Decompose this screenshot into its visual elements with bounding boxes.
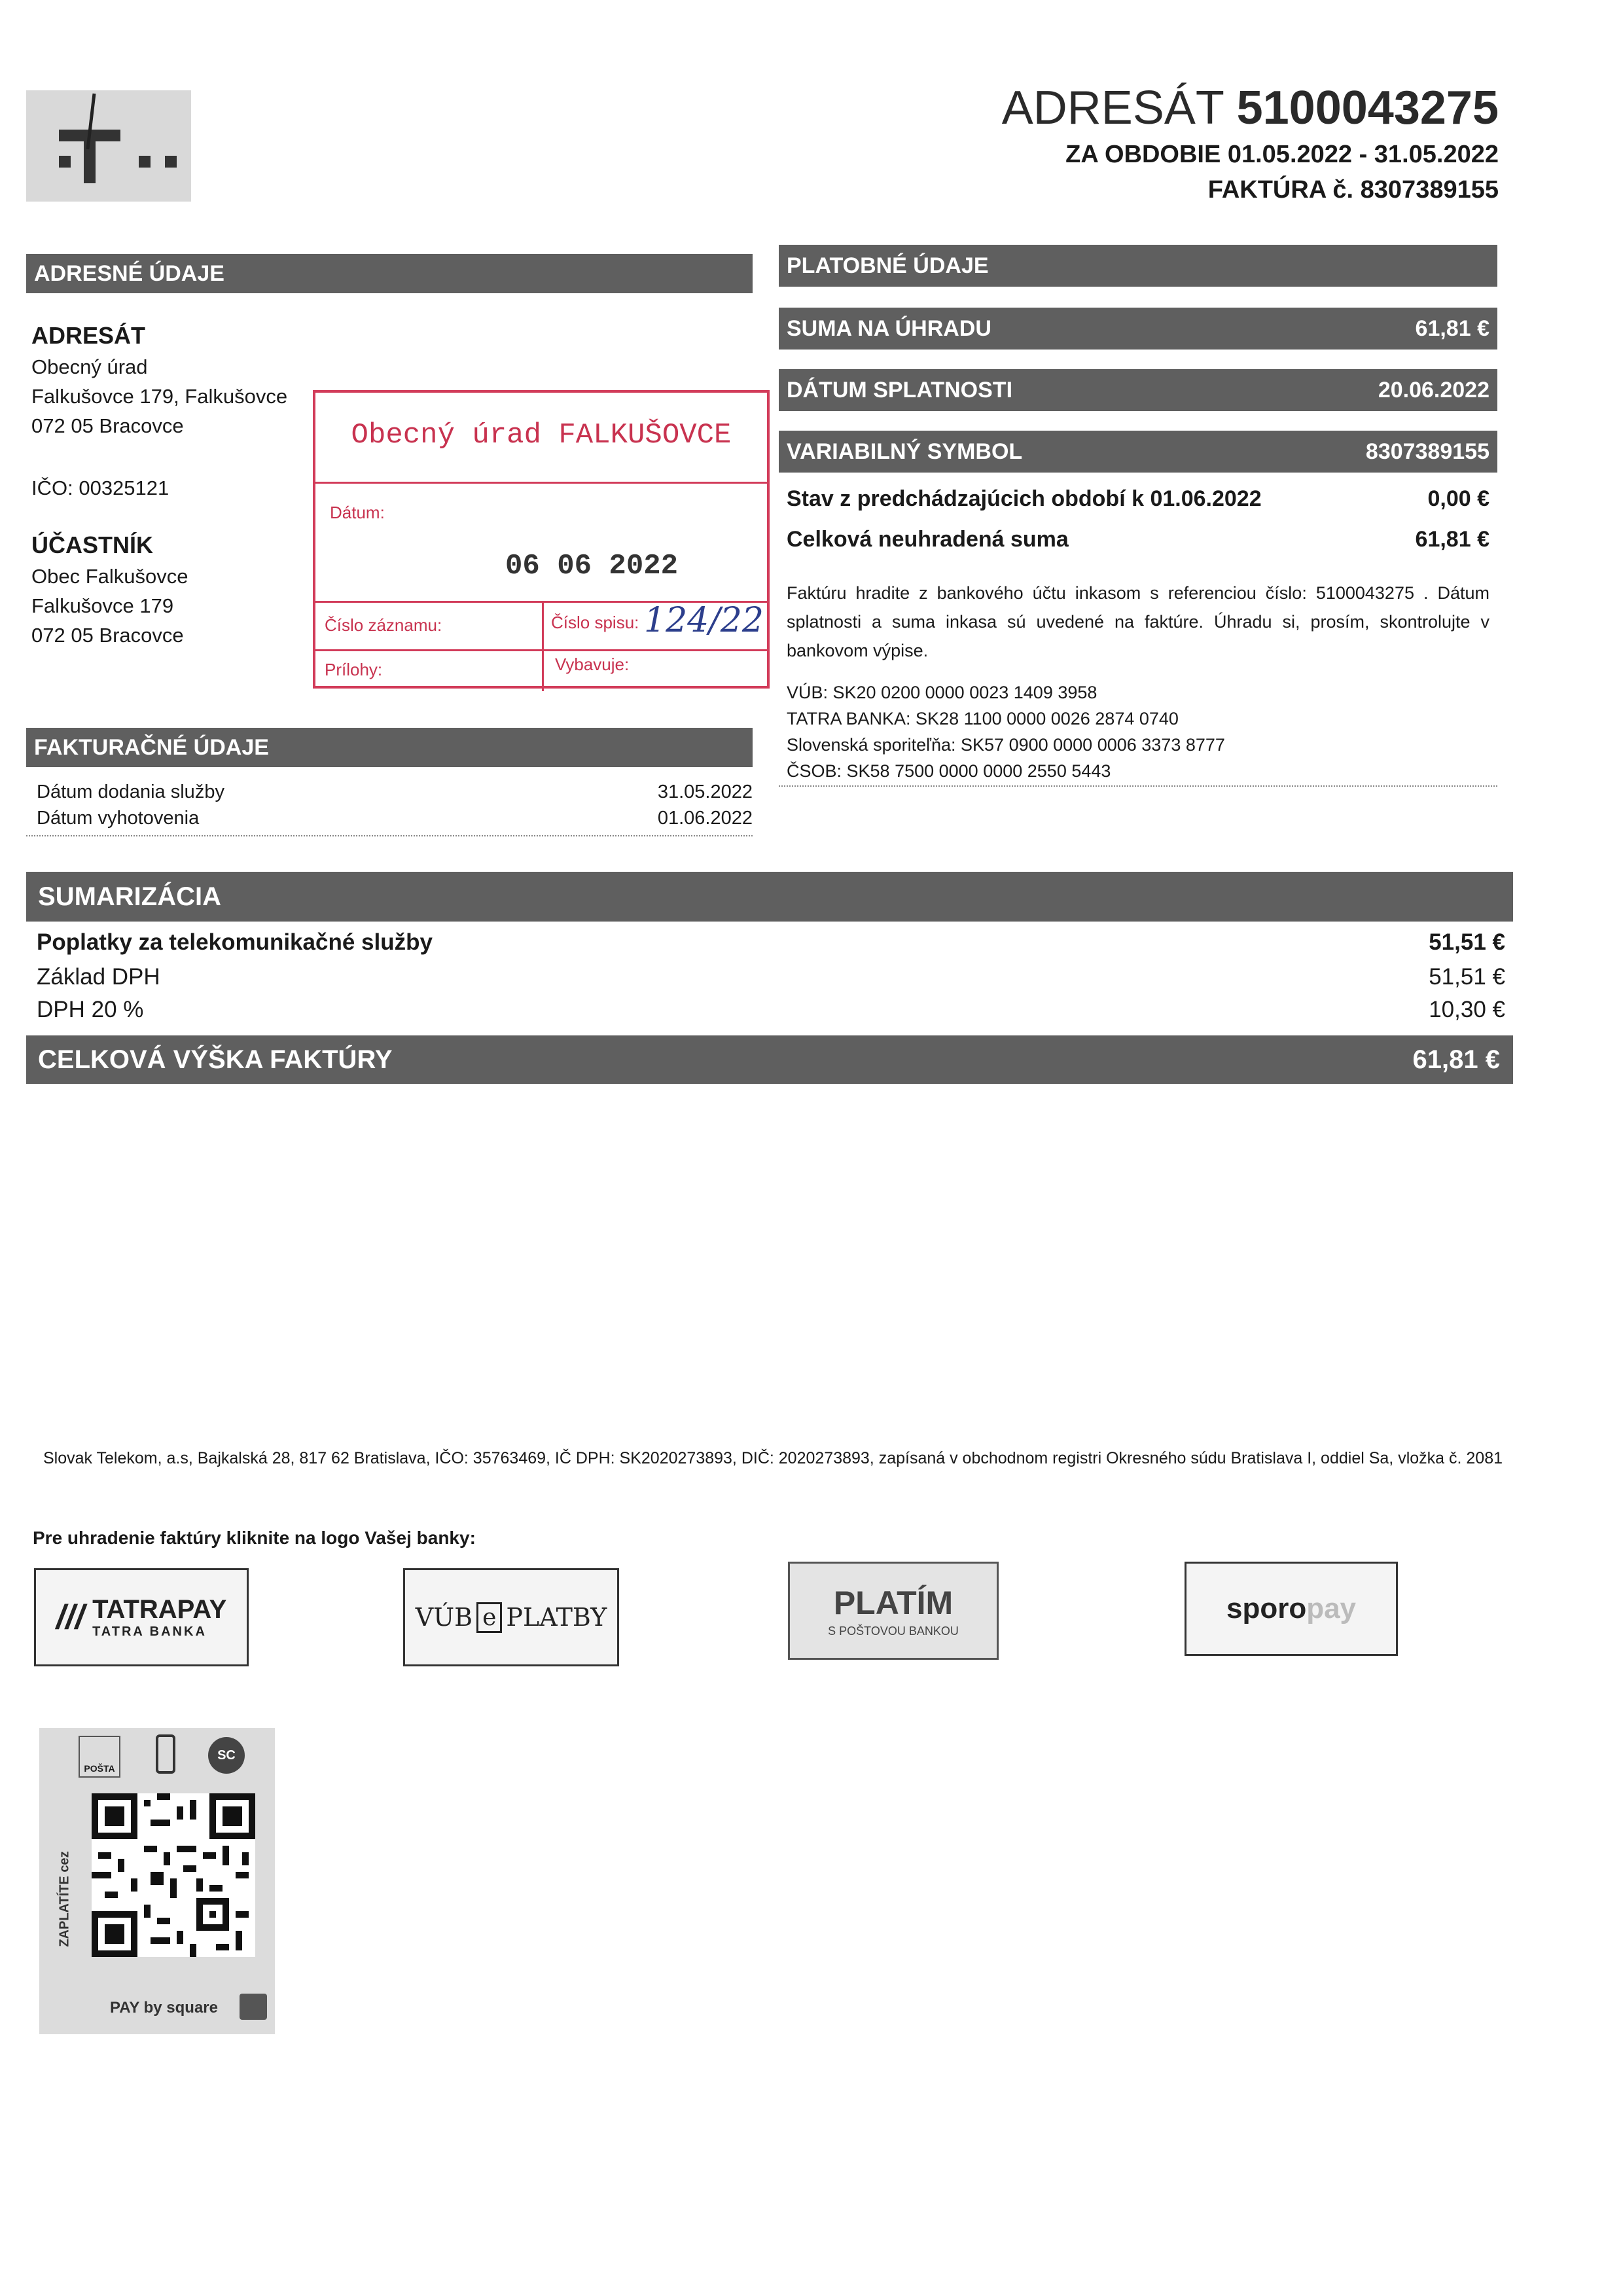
address-block — [31, 319, 287, 650]
vat-base-label: Základ DPH — [37, 964, 160, 990]
card-icon — [240, 1994, 267, 2020]
stamp-date-label: Dátum: — [330, 503, 385, 522]
billing-row-value: 31.05.2022 — [657, 781, 753, 802]
addressee-label: ADRESÁT — [31, 322, 146, 349]
summary-rows — [37, 924, 1505, 1026]
bank-accounts — [779, 679, 1497, 784]
billing-divider — [26, 835, 753, 836]
fees-row — [37, 924, 1505, 961]
address-section-title-text: ADRESNÉ ÚDAJE — [34, 261, 224, 286]
previous-balance-row — [779, 478, 1497, 520]
billing-row — [37, 779, 753, 805]
platim-label: PLATÍM — [833, 1584, 954, 1621]
ico: IČO: 00325121 — [31, 476, 169, 499]
billing-section-title-text: FAKTURAČNÉ ÚDAJE — [34, 735, 269, 760]
vat-row — [37, 994, 1505, 1026]
invoice-header — [1002, 80, 1499, 207]
mobile-phone-icon — [156, 1734, 175, 1774]
invoice-total-value: 61,81 € — [1412, 1045, 1500, 1074]
billing-rows — [37, 779, 753, 831]
bank-account: VÚB: SK20 0200 0000 0023 1409 3958 — [787, 683, 1097, 702]
vub-e-icon: e — [476, 1602, 502, 1633]
invoice-total-bar — [26, 1035, 1513, 1084]
tatrapay-button[interactable] — [34, 1568, 249, 1666]
billing-section-title — [26, 728, 753, 767]
vub-platby-label: PLATBY — [506, 1603, 607, 1632]
amount-due-bar — [779, 308, 1497, 350]
vat-value: 10,30 € — [1429, 997, 1505, 1022]
pay-by-square-label: PAY by square — [110, 1999, 218, 2017]
sporopay-label-suffix: pay — [1306, 1592, 1357, 1624]
sporopay-button[interactable] — [1185, 1562, 1398, 1656]
amount-due-label: SUMA NA ÚHRADU — [787, 315, 991, 341]
bank-account: ČSOB: SK58 7500 0000 0000 2550 5443 — [787, 761, 1111, 781]
participant-label: ÚČASTNÍK — [31, 531, 153, 558]
variable-symbol-bar — [779, 431, 1497, 473]
qr-code[interactable] — [92, 1793, 255, 1957]
invoice-number: FAKTÚRA č. 8307389155 — [1207, 176, 1499, 204]
variable-symbol-label: VARIABILNÝ SYMBOL — [787, 439, 1023, 464]
vub-eplatby-button[interactable] — [403, 1568, 619, 1666]
summary-section-title — [26, 872, 1513, 922]
pay-by-square-block — [39, 1728, 275, 2034]
addressee-line-1: Obecný úrad — [31, 355, 148, 378]
platim-button[interactable] — [788, 1562, 999, 1660]
stamp-handled-label: Vybavuje: — [555, 655, 630, 674]
header-title-number: 5100043275 — [1236, 82, 1499, 134]
telekom-logo — [26, 90, 191, 202]
bank-prompt: Pre uhradenie faktúry kliknite na logo Vašej banky: — [33, 1528, 476, 1548]
vub-label: VÚB — [415, 1603, 473, 1632]
posta-label: POŠTA — [84, 1763, 115, 1774]
scpay-icon: SC — [208, 1737, 245, 1774]
tatrapay-icon: /// — [56, 1598, 85, 1636]
summary-section-title-text: SUMARIZÁCIA — [38, 882, 221, 911]
unpaid-total-label: Celková neuhradená suma — [787, 527, 1069, 552]
platim-sublabel: S POŠTOVOU BANKOU — [828, 1624, 959, 1638]
participant-line-2: Falkušovce 179 — [31, 594, 174, 617]
participant-line-3: 072 05 Bracovce — [31, 624, 184, 647]
participant-line-1: Obec Falkušovce — [31, 565, 188, 588]
fees-value: 51,51 € — [1429, 929, 1505, 955]
unpaid-total-row — [779, 520, 1497, 559]
stamp-file-label: Číslo spisu: — [551, 613, 639, 632]
company-info: Slovak Telekom, a.s, Bajkalská 28, 817 62 Bratislava, IČO: 35763469, IČ DPH: SK2020273893, DIČ: 2020273893, zapísaná v obchodnom registri Okresného súdu Bratislava I, oddiel Sa, vložka č. 2081 — [43, 1449, 1503, 1467]
payment-section-title — [779, 245, 1497, 287]
bank-account: Slovenská sporiteľňa: SK57 0900 0000 0006 3373 8777 — [787, 735, 1225, 755]
payment-panel — [779, 245, 1497, 784]
bank-account: TATRA BANKA: SK28 1100 0000 0026 2874 0740 — [787, 709, 1179, 728]
qr-side-label: ZAPLATÍTE cez — [57, 1851, 72, 1947]
variable-symbol-value: 8307389155 — [1365, 439, 1489, 464]
stamp-record-label: Číslo záznamu: — [325, 615, 442, 635]
billing-row-label: Dátum vyhotovenia — [37, 808, 200, 829]
addressee-line-3: 072 05 Bracovce — [31, 414, 184, 437]
billing-row-value: 01.06.2022 — [657, 808, 753, 829]
addressee-line-2: Falkušovce 179, Falkušovce — [31, 385, 288, 408]
due-date-label: DÁTUM SPLATNOSTI — [787, 377, 1013, 403]
billing-row-label: Dátum dodania služby — [37, 781, 224, 802]
sporopay-label: sporo — [1226, 1592, 1307, 1624]
stamp-date-value: 06 06 2022 — [505, 550, 679, 583]
tatrapay-label: TATRAPAY — [92, 1595, 227, 1624]
address-section-title — [26, 254, 753, 293]
billing-row — [37, 805, 753, 831]
vat-label: DPH 20 % — [37, 997, 144, 1022]
stamp-attachments-label: Prílohy: — [325, 660, 383, 679]
header-title-prefix: ADRESÁT — [1001, 82, 1224, 134]
invoice-total-label: CELKOVÁ VÝŠKA FAKTÚRY — [38, 1045, 393, 1074]
payment-section-title-text: PLATOBNÉ ÚDAJE — [787, 253, 989, 278]
billing-period: ZA OBDOBIE 01.05.2022 - 31.05.2022 — [1065, 141, 1499, 168]
fees-label: Poplatky za telekomunikačné služby — [37, 929, 433, 955]
stamp-file-value: 124/22 — [644, 601, 764, 640]
payment-note: Faktúru hradite z bankového účtu inkasom s referenciou číslo: 5100043275 . Dátum splatnosti a suma inkasa sú uvedené na faktúre. Úhradu si, prosím, skontrolujte v bankovom výpise. — [787, 583, 1489, 660]
unpaid-total-value: 61,81 € — [1415, 527, 1489, 552]
stamp-title: Obecný úrad FALKUŠOVCE — [351, 419, 732, 452]
due-date-bar — [779, 369, 1497, 411]
registry-stamp — [313, 390, 770, 689]
previous-balance-value: 0,00 € — [1427, 486, 1489, 511]
vat-base-value: 51,51 € — [1429, 964, 1505, 990]
posta-icon — [79, 1736, 120, 1778]
vat-base-row — [37, 961, 1505, 994]
payment-panel-divider — [779, 785, 1497, 787]
tatrapay-sublabel: TATRA BANKA — [92, 1624, 207, 1639]
due-date-value: 20.06.2022 — [1378, 377, 1489, 403]
previous-balance-label: Stav z predchádzajúcich období k 01.06.2022 — [787, 486, 1262, 511]
amount-due-value: 61,81 € — [1415, 315, 1489, 341]
